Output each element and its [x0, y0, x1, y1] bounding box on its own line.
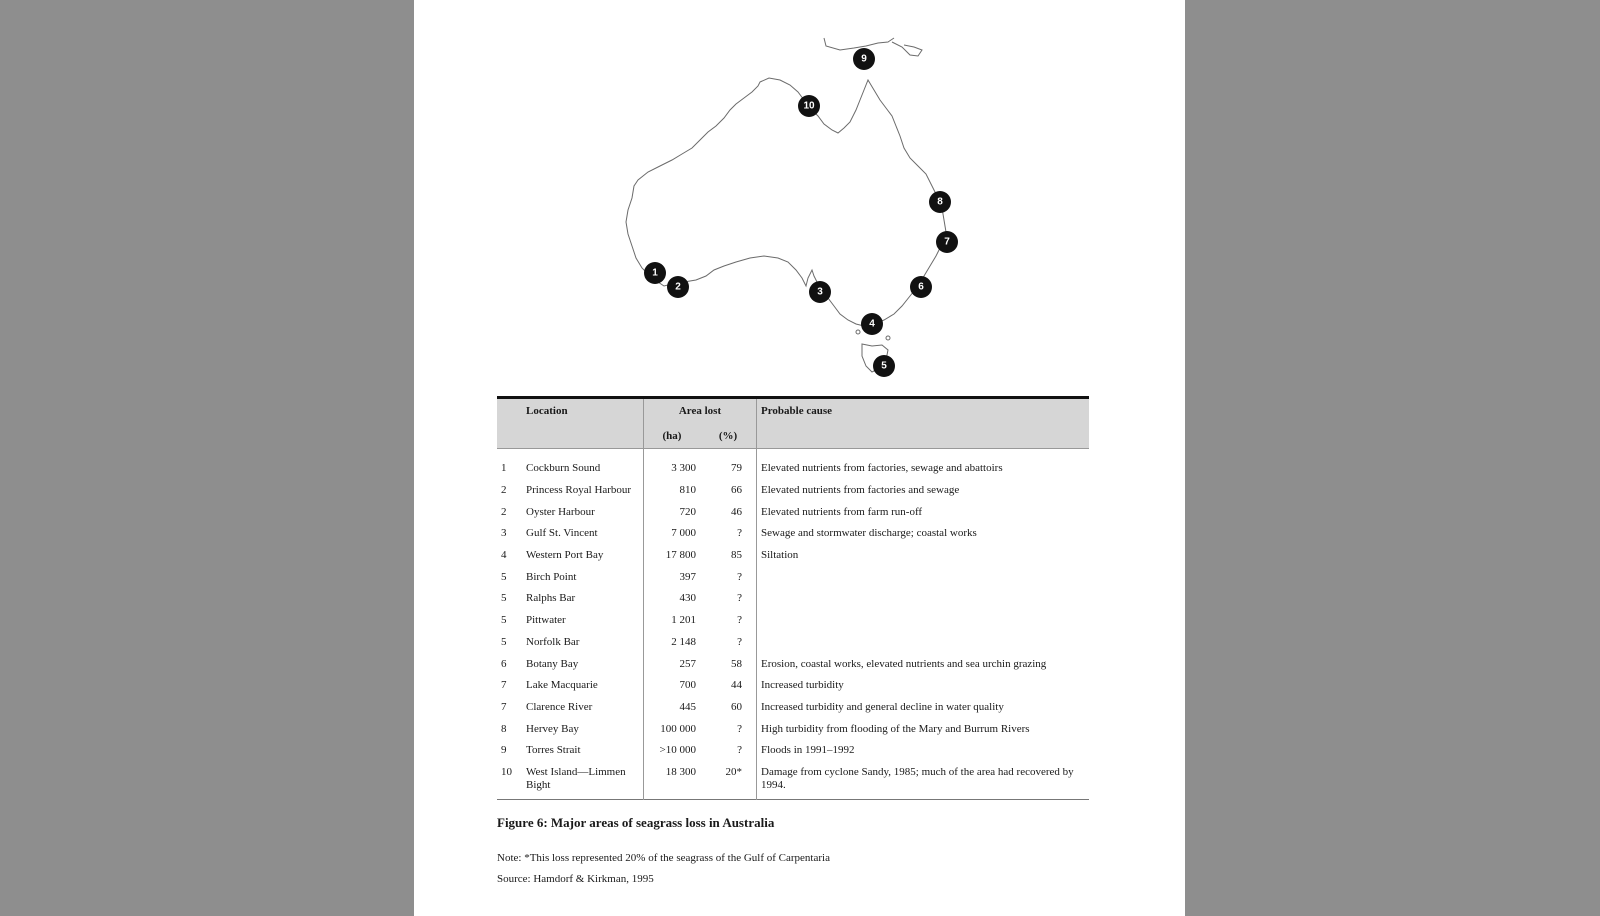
svg-text:5: 5	[881, 360, 887, 372]
row-area-ha: 257	[679, 657, 696, 670]
table-row	[497, 718, 1089, 740]
document-page	[414, 0, 1185, 916]
map-marker-1	[644, 262, 666, 284]
row-area-ha: 445	[679, 700, 696, 713]
row-area-pct: ?	[700, 566, 757, 588]
row-area-pct: 85	[700, 545, 757, 567]
row-location: Lake Macquarie	[522, 675, 644, 697]
map-marker-8	[929, 191, 951, 213]
row-number: 1	[501, 462, 507, 475]
table-row	[497, 566, 1089, 588]
svg-text:3: 3	[817, 286, 823, 298]
row-probable-cause	[757, 610, 1090, 632]
row-probable-cause: Floods in 1991–1992	[761, 744, 855, 757]
table-row	[497, 610, 1089, 632]
row-probable-cause: Elevated nutrients from factories and sewage	[761, 484, 960, 497]
row-area-ha: 810	[679, 484, 696, 497]
row-area-ha: 720	[679, 505, 696, 518]
table-header-row	[497, 398, 1089, 425]
svg-text:4: 4	[869, 318, 875, 330]
row-number: 10	[501, 765, 512, 778]
row-location: Torres Strait	[522, 740, 644, 762]
header-ha: (ha)	[644, 424, 701, 449]
row-area-ha: 397	[679, 570, 696, 583]
row-location: Ralphs Bar	[522, 588, 644, 610]
header-pct: (%)	[700, 424, 757, 449]
svg-text:7: 7	[944, 236, 950, 248]
header-number	[497, 398, 522, 425]
row-location: Norfolk Bar	[522, 632, 644, 654]
row-area-ha: 17 800	[665, 549, 696, 562]
row-location: Pittwater	[522, 610, 644, 632]
row-area-pct: ?	[700, 740, 757, 762]
row-area-pct: ?	[700, 523, 757, 545]
row-area-pct: ?	[700, 718, 757, 740]
svg-text:10: 10	[803, 100, 815, 112]
row-number: 5	[501, 570, 507, 583]
map-marker-3	[809, 281, 831, 303]
row-number: 7	[501, 700, 507, 713]
row-probable-cause: Damage from cyclone Sandy, 1985; much of the area had recovered by 1994.	[761, 765, 1074, 791]
table-row	[497, 501, 1089, 523]
row-area-ha: 430	[679, 592, 696, 605]
row-area-pct: ?	[700, 610, 757, 632]
subheader-blank	[497, 424, 522, 449]
row-probable-cause: Increased turbidity	[761, 679, 844, 692]
map-marker-4	[861, 313, 883, 335]
row-area-ha: 18 300	[665, 765, 696, 778]
figure-caption: Figure 6: Major areas of seagrass loss in Australia	[497, 815, 775, 830]
table-row	[497, 697, 1089, 719]
header-probable-cause: Probable cause	[757, 398, 1090, 425]
row-area-ha: 100 000	[660, 722, 696, 735]
row-probable-cause: Elevated nutrients from factories, sewage and abattoirs	[761, 462, 1003, 475]
map-marker-9	[853, 48, 875, 70]
row-probable-cause: Elevated nutrients from farm run-off	[761, 505, 923, 518]
subheader-blank	[522, 424, 644, 449]
row-number: 4	[501, 549, 507, 562]
table-subheader-row	[497, 424, 1089, 449]
table-row	[497, 545, 1089, 567]
row-area-ha: 2 148	[671, 635, 696, 648]
row-probable-cause: Erosion, coastal works, elevated nutrients and sea urchin grazing	[761, 657, 1047, 670]
island-outline	[886, 336, 890, 340]
row-number: 5	[501, 592, 507, 605]
row-location: West Island—Limmen Bight	[522, 762, 644, 800]
row-probable-cause: Sewage and stormwater discharge; coastal works	[761, 527, 977, 540]
row-area-ha: >10 000	[659, 744, 696, 757]
row-number: 8	[501, 722, 507, 735]
row-number: 5	[501, 635, 507, 648]
row-probable-cause	[757, 632, 1090, 654]
table-source: Source: Hamdorf & Kirkman, 1995	[497, 873, 654, 885]
subheader-blank	[757, 424, 1090, 449]
map-marker-10	[798, 95, 820, 117]
row-location: Clarence River	[522, 697, 644, 719]
row-number: 6	[501, 657, 507, 670]
row-area-pct: 20*	[700, 762, 757, 800]
row-area-pct: 58	[700, 653, 757, 675]
row-location: Cockburn Sound	[522, 458, 644, 480]
table-note: Note: *This loss represented 20% of the seagrass of the Gulf of Carpentaria	[497, 852, 830, 864]
svg-text:2: 2	[675, 281, 681, 293]
row-area-ha: 7 000	[671, 527, 696, 540]
row-number: 7	[501, 679, 507, 692]
table-row	[497, 762, 1089, 800]
row-location: Oyster Harbour	[522, 501, 644, 523]
header-location: Location	[522, 398, 644, 425]
row-area-pct: 46	[700, 501, 757, 523]
row-number: 2	[501, 484, 507, 497]
row-area-pct: 79	[700, 458, 757, 480]
island-outline	[856, 330, 860, 334]
table-row	[497, 653, 1089, 675]
row-location: Birch Point	[522, 566, 644, 588]
svg-text:8: 8	[937, 196, 943, 208]
svg-text:1: 1	[652, 267, 658, 279]
row-number: 3	[501, 527, 507, 540]
row-probable-cause	[757, 588, 1090, 610]
row-area-pct: ?	[700, 632, 757, 654]
table-spacer	[497, 449, 1089, 459]
table-row	[497, 523, 1089, 545]
row-number: 5	[501, 614, 507, 627]
map-marker-2	[667, 276, 689, 298]
row-probable-cause: Increased turbidity and general decline in water quality	[761, 700, 1004, 713]
row-location: Princess Royal Harbour	[522, 480, 644, 502]
table-body	[497, 449, 1089, 800]
australia-map	[414, 0, 1185, 395]
table-row	[497, 588, 1089, 610]
table-row	[497, 632, 1089, 654]
table-row	[497, 480, 1089, 502]
row-location: Gulf St. Vincent	[522, 523, 644, 545]
row-area-pct: 60	[700, 697, 757, 719]
row-probable-cause: Siltation	[761, 549, 799, 562]
map-marker-7	[936, 231, 958, 253]
table-row	[497, 675, 1089, 697]
map-marker-6	[910, 276, 932, 298]
row-location: Hervey Bay	[522, 718, 644, 740]
table-row	[497, 740, 1089, 762]
row-area-pct: ?	[700, 588, 757, 610]
header-area-lost: Area lost	[644, 398, 757, 425]
row-area-ha: 1 201	[671, 614, 696, 627]
table-row	[497, 458, 1089, 480]
row-area-ha: 3 300	[671, 462, 696, 475]
row-probable-cause	[757, 566, 1090, 588]
row-number: 2	[501, 505, 507, 518]
map-marker-5	[873, 355, 895, 377]
row-area-pct: 66	[700, 480, 757, 502]
row-location: Botany Bay	[522, 653, 644, 675]
seagrass-loss-table	[497, 396, 1089, 800]
row-number: 9	[501, 744, 507, 757]
row-area-ha: 700	[679, 679, 696, 692]
svg-text:6: 6	[918, 281, 924, 293]
row-location: Western Port Bay	[522, 545, 644, 567]
svg-text:9: 9	[861, 53, 867, 65]
row-area-pct: 44	[700, 675, 757, 697]
row-probable-cause: High turbidity from flooding of the Mary and Burrum Rivers	[761, 722, 1030, 735]
